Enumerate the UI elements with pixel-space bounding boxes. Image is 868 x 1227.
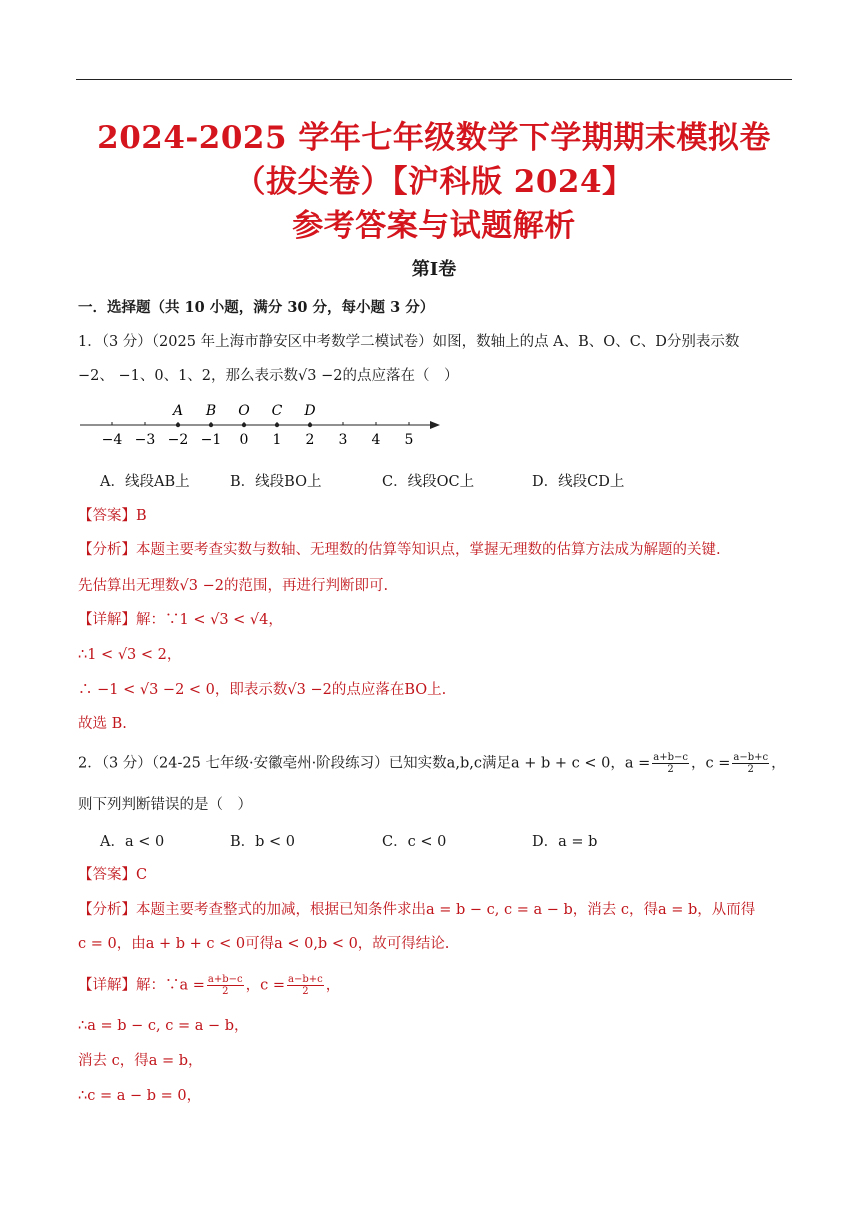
q2-answer: 【答案】C [78, 867, 148, 883]
q2-stem-mid: ，c = [690, 755, 731, 772]
q1-detail-line3: ∴ −1 < √3 −2 < 0，即表示数√3 −2的点应落在BO上. [78, 682, 447, 698]
q2-stem-suffix: ， [771, 755, 786, 772]
section-heading: 第Ⅰ卷 [411, 259, 457, 280]
number-line-tick-label: −2 [167, 432, 189, 448]
fraction-numerator: a+b−c [207, 974, 243, 985]
fraction-numerator: a−b+c [288, 974, 323, 985]
q2-detail-suffix: ， [325, 977, 341, 994]
fraction-denominator: 2 [747, 764, 754, 775]
number-line-point-label: A [172, 403, 184, 419]
q2-analysis-line2: c = 0，由a + b + c < 0可得a < 0,b < 0，故可得结论. [78, 936, 450, 952]
fraction-denominator: 2 [302, 986, 309, 997]
number-line-tick-label: −3 [134, 432, 156, 448]
q2-option-b[interactable]: B．b < 0 [230, 834, 296, 850]
number-line-arrow [430, 421, 440, 429]
q1-option-c[interactable]: C．线段OC上 [382, 474, 475, 490]
q1-detail-line1: 【详解】解：∵1 < √3 < √4， [78, 612, 283, 628]
fraction-numerator: a+b−c [653, 752, 688, 763]
q2-analysis-line1: 【分析】本题主要考查整式的加减，根据已知条件求出a = b − c, c = a − b，消去 c，得a = b，从而得 [78, 902, 756, 918]
header-rule [76, 79, 792, 80]
q2-detail-line2: ∴a = b − c, c = a − b， [78, 1018, 249, 1034]
q2-stem-line2: 则下列判断错误的是（ ） [78, 797, 252, 813]
q2-detail-mid: ，c = [245, 977, 286, 994]
number-line-point [209, 423, 213, 427]
q2-stem-line1 [78, 752, 786, 775]
page-title: 2024-2025 学年七年级数学下学期期末模拟卷 [97, 120, 771, 156]
q2-detail-line3: 消去 c，得a = b， [78, 1053, 203, 1069]
q1-answer: 【答案】B [78, 508, 147, 524]
number-line-point [275, 423, 279, 427]
number-line-tick-label: 4 [371, 432, 381, 448]
q1-detail-line4: 故选 B. [78, 716, 127, 732]
q2-option-d[interactable]: D．a = b [532, 834, 598, 850]
q2-stem-fraction-a [652, 752, 689, 775]
number-line-tick-label: −4 [101, 432, 123, 448]
number-line-tick-label: −1 [200, 432, 222, 448]
number-line-point-label: B [205, 403, 217, 419]
q2-stem-prefix: 2．（3 分）（24-25 七年级·安徽亳州·阶段练习）已知实数a,b,c满足a + b + c < 0，a = [78, 755, 651, 772]
q1-option-b[interactable]: B．线段BO上 [230, 474, 322, 490]
q1-option-a[interactable]: A．线段AB上 [100, 474, 190, 490]
q1-analysis-line2: 先估算出无理数√3 −2的范围，再进行判断即可. [78, 578, 389, 594]
number-line-point-label: C [271, 403, 283, 419]
q2-option-a[interactable]: A．a < 0 [100, 834, 165, 850]
fraction-numerator: a−b+c [733, 752, 769, 763]
number-line-point [242, 423, 246, 427]
q1-option-d[interactable]: D．线段CD上 [532, 474, 625, 490]
q2-detail-line1 [78, 974, 340, 997]
number-line-tick-label: 2 [305, 432, 315, 448]
number-line-point-label: O [238, 403, 250, 419]
q2-detail-line4: ∴c = a − b = 0， [78, 1088, 202, 1104]
number-line-tick-label: 5 [404, 432, 414, 448]
part-heading: 一．选择题（共 10 小题，满分 30 分，每小题 3 分） [78, 299, 435, 316]
number-line-tick-label: 1 [272, 432, 282, 448]
number-line-tick-label: 0 [239, 432, 249, 448]
q1-analysis-line1: 【分析】本题主要考查实数与数轴、无理数的估算等知识点，掌握无理数的估算方法成为解题的关键. [78, 542, 721, 558]
fraction-denominator: 2 [222, 986, 229, 997]
q2-detail-fraction-c [287, 974, 324, 997]
q2-option-c[interactable]: C．c < 0 [382, 834, 447, 850]
page-subtitle: （拔尖卷）【沪科版 2024】 [234, 164, 634, 200]
q2-detail-prefix: 【详解】解：∵a = [78, 977, 205, 994]
number-line-point-label: D [304, 403, 316, 419]
q2-stem-fraction-c [732, 752, 769, 775]
number-line-figure [70, 395, 450, 455]
fraction-denominator: 2 [667, 764, 674, 775]
q1-stem-line2: −2、 −1、0、1、2，那么表示数√3 −2的点应落在（ ） [78, 368, 459, 384]
q2-detail-fraction-a [207, 974, 244, 997]
page-subtitle-2: 参考答案与试题解析 [292, 208, 576, 244]
number-line-point [308, 423, 312, 427]
q1-detail-line2: ∴1 < √3 < 2， [78, 647, 182, 663]
number-line-point [176, 423, 180, 427]
number-line-tick-label: 3 [338, 432, 348, 448]
q1-stem-line1: 1．（3 分）（2025 年上海市静安区中考数学二模试卷）如图，数轴上的点 A、B、O、C、D分别表示数 [78, 334, 740, 350]
